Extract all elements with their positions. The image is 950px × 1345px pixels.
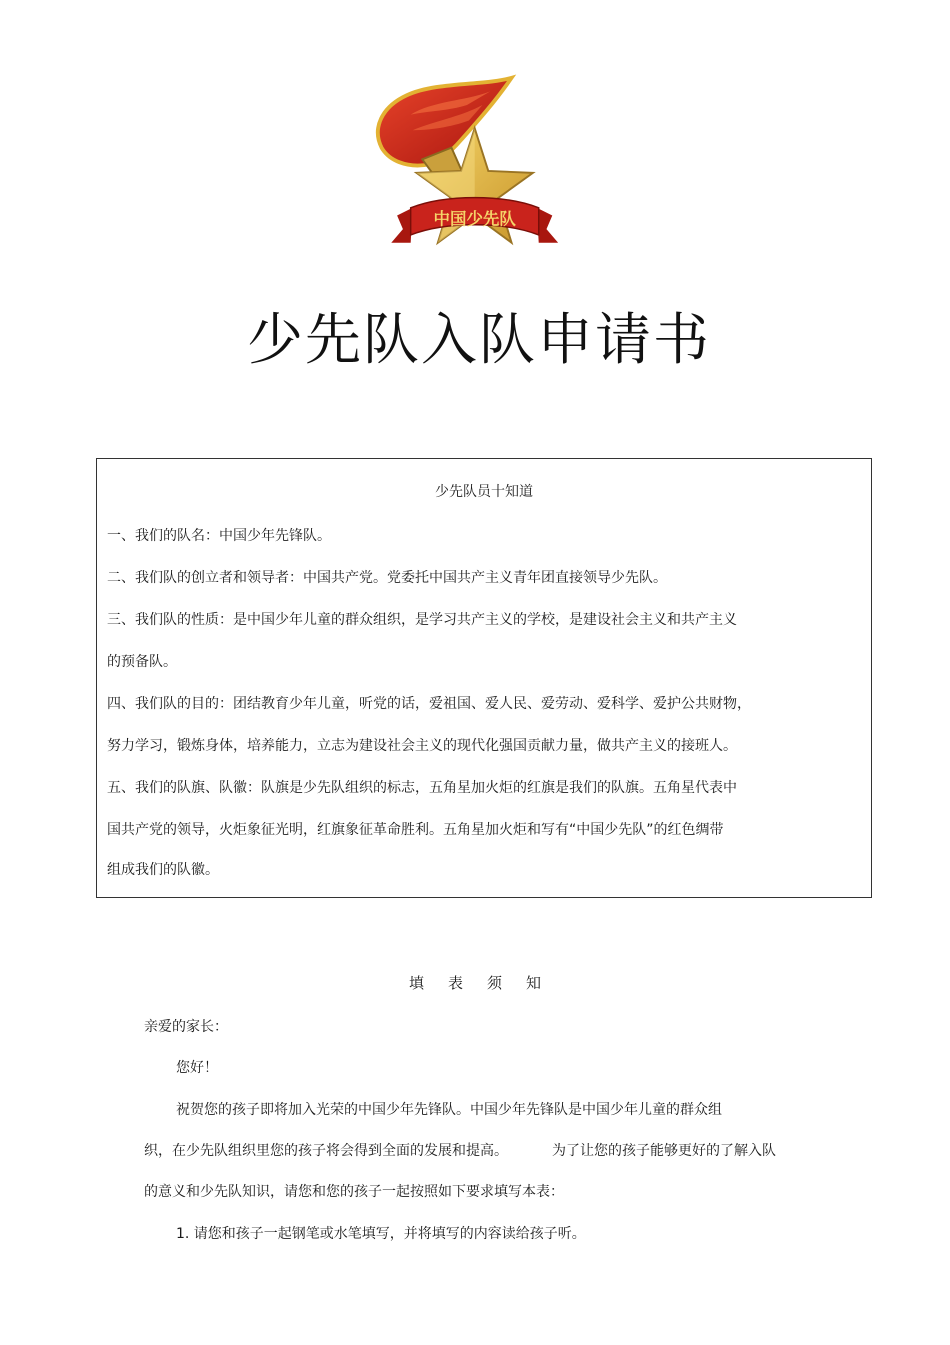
knowledge-line: 努力学习，锻炼身体，培养能力，立志为建设社会主义的现代化强国贡献力量，做共产主义的接班人。: [107, 738, 737, 754]
knowledge-line: 国共产党的领导，火炬象征光明，红旗象征革命胜利。五角星加火炬和写有“中国少先队”的红色绸带: [107, 822, 724, 838]
knowledge-line: 四、我们队的目的：团结教育少年儿童，听党的话，爱祖国、爱人民、爱劳动、爱科学、爱护公共财物，: [107, 696, 751, 712]
box-heading: 少先队员十知道: [435, 484, 533, 500]
knowledge-line: 组成我们的队徽。: [107, 862, 219, 878]
notice-item: 1. 请您和孩子一起钢笔或水笔填写，并将填写的内容读给孩子听。: [176, 1226, 586, 1242]
ten-knowledge-box: [96, 458, 872, 898]
young-pioneers-emblem: [368, 72, 562, 266]
knowledge-line: 的预备队。: [107, 654, 177, 670]
ribbon-text: 中国少先队: [433, 209, 516, 229]
greeting: 您好！: [176, 1060, 218, 1076]
notice-heading: 填表须知: [408, 974, 565, 992]
notice-paragraph: 织，在少先队组织里您的孩子将会得到全面的发展和提高。: [144, 1143, 508, 1159]
notice-paragraph: 的意义和少先队知识，请您和您的孩子一起按照如下要求填写本表：: [144, 1184, 564, 1200]
ribbon-icon: [391, 198, 558, 243]
salutation: 亲爱的家长：: [144, 1019, 228, 1035]
knowledge-line: 三、我们队的性质：是中国少年儿童的群众组织，是学习共产主义的学校，是建设社会主义和共产主义: [107, 612, 737, 628]
notice-paragraph: 祝贺您的孩子即将加入光荣的中国少年先锋队。中国少年先锋队是中国少年儿童的群众组: [176, 1102, 722, 1118]
notice-paragraph: 为了让您的孩子能够更好的了解入队: [552, 1143, 776, 1159]
knowledge-line: 五、我们的队旗、队徽：队旗是少先队组织的标志，五角星加火炬的红旗是我们的队旗。五角星代表中: [107, 780, 737, 796]
knowledge-line: 一、我们的队名：中国少年先锋队。: [107, 528, 331, 544]
knowledge-line: 二、我们队的创立者和领导者：中国共产党。党委托中国共产主义青年团直接领导少先队。: [107, 570, 667, 586]
page-title: 少先队入队申请书: [247, 308, 711, 373]
